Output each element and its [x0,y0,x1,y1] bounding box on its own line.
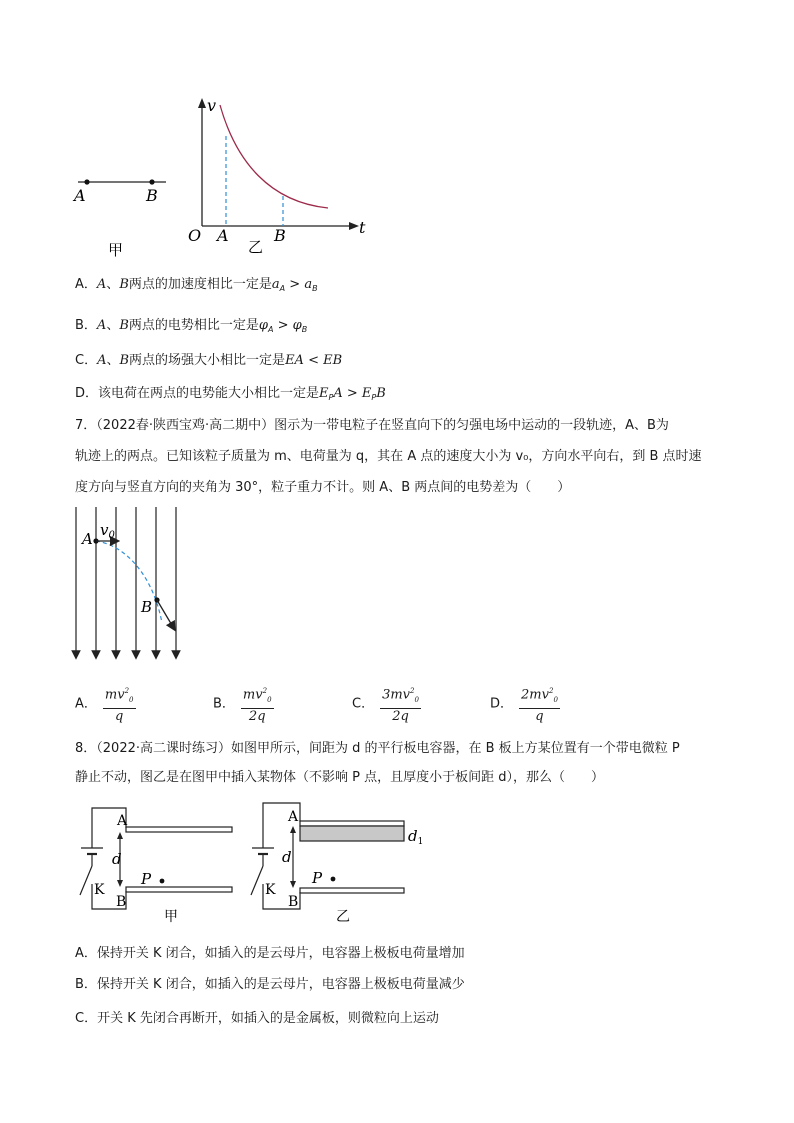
q8-option-c: C．开关 K 先闭合再断开，如插入的是金属板，则微粒向上运动 [75,1011,439,1026]
q6-option-b: B．A、B两点的电势相比一定是$\varphi_A > \varphi_B$ [75,318,308,334]
q8-option-a: A．保持开关 K 闭合，如插入的是云母片，电容器上极板电荷量增加 [75,946,465,961]
vb-arrow [157,600,173,627]
label-d1: $d_1$ [408,827,424,847]
q7-stem-line1: 7．（2022春·陕西宝鸡·高二期中）图示为一带电粒子在竖直向下的匀强电场中运动的一段轨迹，A、B为 [75,418,669,433]
axis-v-label: v [207,96,217,115]
q6-figure [60,90,380,265]
q8-stem-line1: 8．（2022·高二课时练习）如图甲所示，间距为 d 的平行板电容器，在 B 板上方某位置有一个带电微粒 P [75,741,680,756]
q6-option-c: C．A、B两点的场强大小相比一定是EA < EB [75,353,343,368]
q7-option-d: D． $\frac{2mv^2_0}{q}$ [490,683,560,725]
label-a: A [82,530,93,548]
point-a-dot [84,179,89,184]
tick-a-label: A [217,226,229,245]
plate-a [300,821,404,826]
jia-label-a: A [74,186,86,205]
q8-option-b: B．保持开关 K 闭合，如插入的是云母片，电容器上极板电荷量减少 [75,977,465,992]
jia-caption: 甲 [108,241,124,259]
label-p: P [312,869,323,887]
label-p: P [141,870,152,888]
label-k: K [265,882,276,898]
q7-field-figure [65,505,195,665]
label-a: A [288,809,299,825]
q7-option-c: C． $\frac{3mv^2_0}{2q}$ [352,683,421,725]
q7-stem-line3: 度方向与竖直方向的夹角为 30°，粒子重力不计。则 A、B 两点间的电势差为（ ） [75,480,571,495]
jia-caption: 甲 [164,909,178,925]
label-b: B [116,894,127,910]
particle-p [160,879,165,884]
jia-label-b: B [146,186,158,205]
label-a: A [117,813,128,829]
yi-caption: 乙 [248,238,264,256]
label-k: K [94,882,105,898]
origin-label: O [188,226,202,245]
q8-figure-jia [70,800,245,925]
q8-stem-line2: 静止不动，图乙是在图甲中插入某物体（不影响 P 点，且厚度小于板间距 d），那么（ ） [75,770,604,785]
point-b-dot [149,179,154,184]
v-axis-arrow [198,98,206,108]
label-v0: $v_0$ [100,521,115,541]
v-t-curve [220,105,328,208]
label-d: d [112,850,122,868]
q7-option-b: B． $\frac{mv^2_0}{2q}$ [213,683,274,725]
yi-caption: 乙 [336,909,350,925]
trajectory [96,541,162,623]
switch-k [80,866,92,895]
plate-a [126,827,232,832]
switch-k [251,866,263,895]
q7-option-a: A． $\frac{mv^2_0}{q}$ [75,683,136,725]
t-axis-arrow [349,222,359,230]
q7-stem-line2: 轨迹上的两点。已知该粒子质量为 m、电荷量为 q，其在 A 点的速度大小为 v₀，方向水平向右，到 B 点时速 [75,449,702,464]
label-b: B [141,598,153,616]
label-b: B [288,894,299,910]
q6-option-d: D．该电荷在两点的电势能大小相比一定是$E_PA > E_PB$ [75,386,386,402]
inserted-slab [300,826,404,841]
particle-p [331,877,336,882]
plate-b [300,888,404,893]
axis-t-label: t [359,218,366,237]
label-d: d [282,848,292,866]
tick-b-label: B [274,226,286,245]
q6-option-a: A．A、B两点的加速度相比一定是$a_A > a_B$ [75,277,318,293]
q8-figure-yi [248,800,438,925]
